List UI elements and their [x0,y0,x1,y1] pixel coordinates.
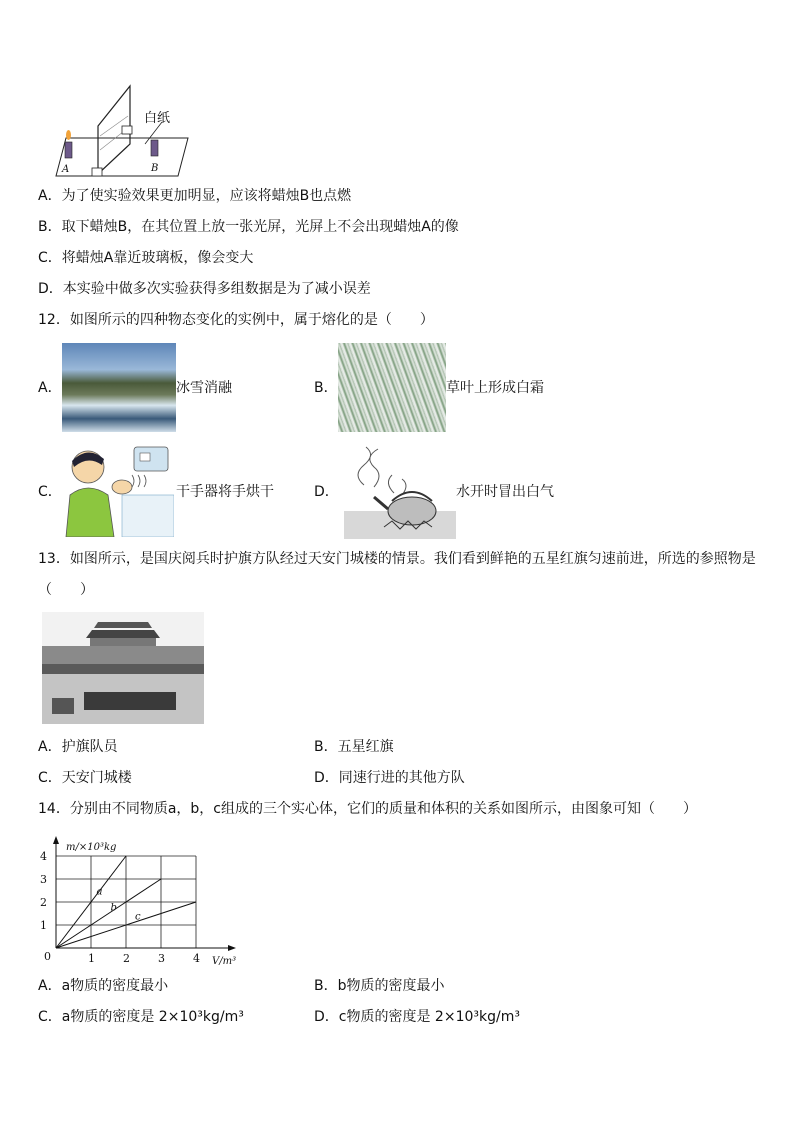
y-axis-arrow [53,836,59,844]
q12-stem: 12．如图所示的四种物态变化的实例中，属于熔化的是（ ） [38,312,434,328]
q14-option-d: D．c物质的密度是 2×10³kg/m³ [314,1009,520,1025]
frost-grass-photo [338,343,446,432]
q12-option-c-letter: C． [38,484,62,500]
figure-label-paper: 白纸 [144,111,171,126]
figure-label-a: A [62,164,70,175]
q12-option-b-text: 草叶上形成白霜 [446,380,544,396]
figure-label-b: B [151,163,159,174]
series-label-a: a [96,886,103,898]
y-axis-label: m/×10³kg [66,842,117,853]
origin-label: 0 [44,950,51,963]
y-tick-label-3: 3 [40,873,47,886]
mirror-experiment-figure [38,78,198,178]
q12-option-a-text: 冰雪消融 [176,380,232,396]
q13-option-d: D．同速行进的其他方队 [314,770,465,786]
series-line-b [56,879,161,948]
y-tick-label-1: 1 [40,919,47,932]
q12-option-c-text: 干手器将手烘干 [176,484,274,500]
q12-option-d-letter: D． [314,484,339,500]
q14-option-b: B．b物质的密度最小 [314,978,445,994]
q13-stem-line1: 13．如图所示，是国庆阅兵时护旗方队经过天安门城楼的情景。我们看到鲜艳的五星红旗匀速前进，所选的参照物是 [38,551,756,567]
x-tick-label-3: 3 [158,952,165,965]
q14-option-a: A．a物质的密度最小 [38,978,169,994]
x-axis-label: V/m³ [212,956,237,967]
q12-option-a-letter: A． [38,380,62,396]
y-tick-label-4: 4 [40,850,47,863]
hand-dryer-illustration [62,445,174,537]
mass-volume-chart [34,830,244,968]
q13-option-c: C．天安门城楼 [38,770,132,786]
x-tick-label-2: 2 [123,952,130,965]
ice-melting-photo [62,343,176,432]
q12-option-b-letter: B． [314,380,338,396]
chart-axes [53,836,236,951]
x-tick-label-1: 1 [88,952,95,965]
q11-option-d: D．本实验中做多次实验获得多组数据是为了减小误差 [38,281,371,297]
q14-stem: 14．分别由不同物质a，b，c组成的三个实心体，它们的质量和体积的关系如图所示，由图象可知（ ） [38,801,697,817]
kettle-steam-illustration [344,445,456,539]
q11-option-c: C．将蜡烛A靠近玻璃板，像会变大 [38,250,254,266]
parade-photo [42,612,204,724]
q14-option-c: C．a物质的密度是 2×10³kg/m³ [38,1009,244,1025]
q11-option-b: B．取下蜡烛B，在其位置上放一张光屏，光屏上不会出现蜡烛A的像 [38,219,459,235]
q13-option-b: B．五星红旗 [314,739,394,755]
series-label-c: c [135,911,141,923]
q11-option-a: A．为了使实验效果更加明显，应该将蜡烛B也点燃 [38,188,352,204]
q13-stem-line2: （ ） [38,582,94,598]
y-tick-label-2: 2 [40,896,47,909]
q12-option-d-text: 水开时冒出白气 [456,484,554,500]
q13-option-a: A．护旗队员 [38,739,118,755]
series-label-b: b [110,902,117,914]
x-axis-arrow [228,945,236,951]
x-tick-label-4: 4 [193,952,200,965]
